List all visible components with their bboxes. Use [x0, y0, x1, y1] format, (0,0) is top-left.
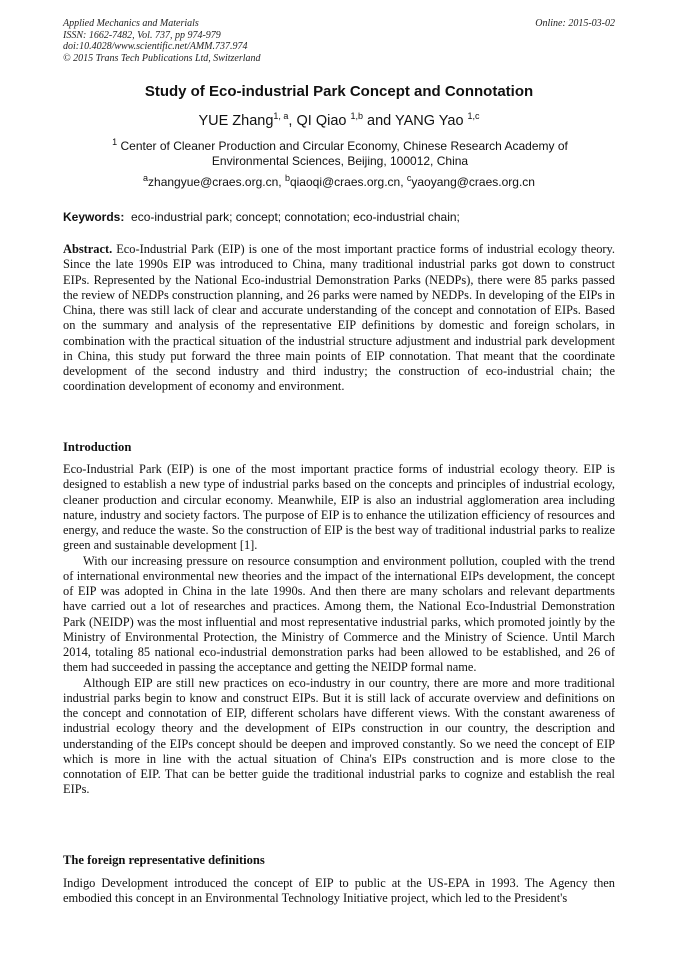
email-link[interactable]: zhangyue@craes.org.cn, — [148, 175, 285, 189]
email-link[interactable]: qiaoqi@craes.org.cn, — [289, 175, 407, 189]
affiliation-mark: 1 — [112, 137, 118, 147]
online-date: Online: 2015-03-02 — [535, 18, 615, 29]
keywords — [63, 210, 623, 225]
email-mark: a — [143, 173, 149, 183]
author-name: YANG Yao — [395, 113, 468, 129]
author-separator: and — [363, 113, 395, 129]
email-link[interactable]: yaoyang@craes.org.cn — [411, 175, 535, 189]
abstract-text: Eco-Industrial Park (EIP) is one of the most important practice forms of industrial ecology theory. Since the late 1990s EIP was introduced to China, many traditional industrial parks got down to construct EIPs. Represented by the National Eco-industrial Demonstration Parks (NEDPs), there were 85 parks passed the review of NEDPs construction planning, and 26 parks were named by NEDPs. In developing of the EIPs in China, there was still lack of clear and accurate understanding of the concept and connotation of EIPs. Based on the summary and analysis of the representative EIP definitions by domestic and foreign scholars, in combination with the practical situation of the industrial structure adjustment and industrial park development in China, this study put forward the three main points of EIP connotation. That meant that the coordinate development of the second industry and third industry; the construction of eco-industrial chain; the coordination development of economy and environment. — [63, 242, 615, 394]
section-heading-introduction: Introduction — [63, 440, 132, 454]
abstract — [63, 242, 615, 395]
email-mark: b — [284, 173, 290, 183]
author-affil-mark: 1,b — [350, 111, 363, 122]
author-name: QI Qiao — [296, 113, 351, 129]
affiliation — [90, 139, 590, 169]
journal-meta — [63, 18, 261, 64]
issn: ISSN: 1662-7482, Vol. 737, pp 974-979 — [63, 29, 221, 41]
section-heading-foreign-definitions: The foreign representative definitions — [63, 853, 265, 867]
email-mark: c — [406, 173, 412, 183]
author-name: YUE Zhang — [198, 113, 274, 129]
author-list — [0, 112, 678, 130]
paragraph: With our increasing pressure on resource consumption and environment pollution, coupled with the trend of international environmental new theories and the impact of the international EIPs development, the concept of EIP was adopted in China in the late 1990s. And then there are many scholars and relevant departments have carried out a lot of researches and practices. Among them, the National Eco-Industrial Demonstration Park (NEIDP) was the most influential and most representative industrial parks, which promoted jointly by the Ministry of Environmental Protection, the Ministry of Commerce and the Ministry of Science. Until March 2014, totaling 85 national eco-industrial demonstration parks had been allowed to be established, and 26 of them had succeeded in passing the acceptance and getting the NEIDP formal name. — [63, 553, 615, 675]
author-affil-mark: 1, a — [273, 111, 289, 122]
keywords-text: eco-industrial park; concept; connotation; eco-industrial chain; — [131, 210, 460, 224]
author-affil-mark: 1,c — [467, 111, 480, 122]
introduction-body — [63, 462, 615, 798]
doi: doi:10.4028/www.scientific.net/AMM.737.974 — [63, 41, 248, 52]
author-separator: , — [288, 113, 297, 129]
paragraph: Eco-Industrial Park (EIP) is one of the most important practice forms of industrial ecology theory. EIP is designed to establish a new type of industrial parks based on the concepts and principles of industrial ecology, cleaner production and circular economy. Meanwhile, EIP is also an industrial agglomeration area including nature, industry and society factors. The purpose of EIP is to enhance the utilization efficiency of resources and energy, and reduce the waste. So the construction of EIP is the best way of traditional industrial parks to realize green and sustainable development [1]. — [63, 462, 616, 553]
paragraph: Although EIP are still new practices on eco-industry in our country, there are more and more traditional industrial parks begin to know and construct EIPs. But it is still lack of accurate overview and definitions on the concept and connotation of EIP, different scholars have different views. With the constant awareness of industrial ecology theory and the development of EIPs construction in our country, the description and understanding of the EIPs concept should be deepen and improved constantly. So we need the concept of EIP which is more in line with the actual situation of China's EIPs construction and is more close to the connotation of EIP. That can be better guide the traditional industrial parks to cognize and establish the real EIPs. — [63, 675, 615, 797]
keywords-label: Keywords: — [63, 210, 125, 224]
paper-title: Study of Eco-industrial Park Concept and Connotation — [144, 83, 534, 100]
copyright: © 2015 Trans Tech Publications Ltd, Switzerland — [63, 52, 261, 64]
affiliation-text: Center of Cleaner Production and Circular Economy, Chinese Research Academy of Environmental Sciences, Beijing, 100012, China — [120, 139, 568, 168]
journal-name: Applied Mechanics and Materials — [63, 18, 199, 29]
paragraph: Indigo Development introduced the concept of EIP to public at the US-EPA in 1993. The Agency then embodied this concept in an Environmental Technology Initiative project, which led to the President's — [63, 876, 615, 906]
abstract-label: Abstract. — [63, 242, 113, 256]
author-emails — [0, 175, 678, 190]
foreign-definitions-body — [63, 876, 615, 907]
